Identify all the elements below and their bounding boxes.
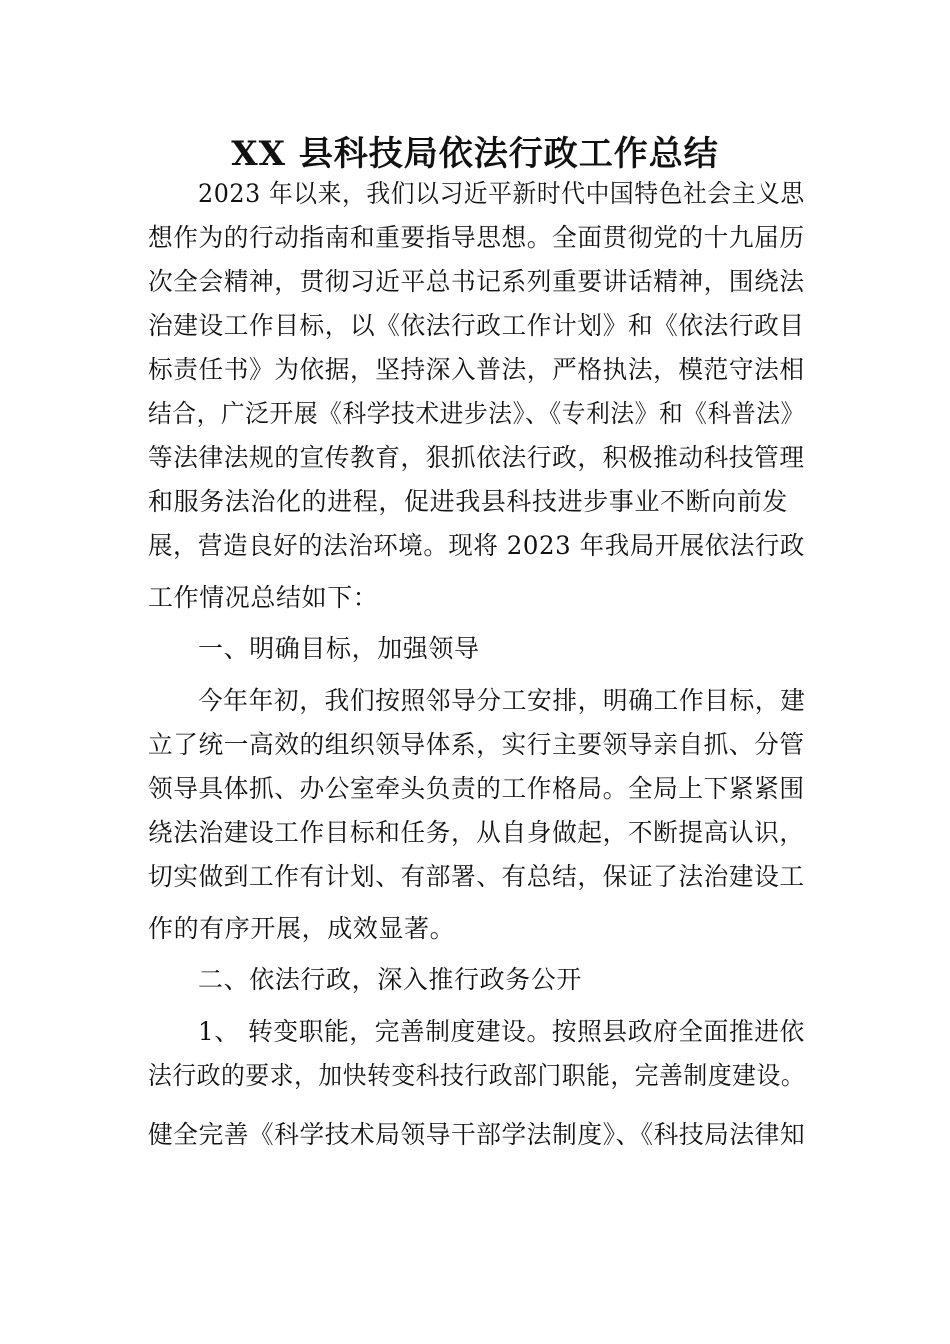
paragraph-2-line-5: 切实做到工作有计划、有部署、有总结，保证了法治建设工 [148, 862, 805, 891]
paragraph-2-line-2: 立了统一高效的组织领导体系，实行主要领导亲自抓、分管 [148, 730, 805, 759]
paragraph-3-line-3: 健全完善《科学技术局领导干部学法制度》、《科技局法律知 [148, 1120, 806, 1149]
section-heading-2: 二、依法行政，深入推行政务公开 [198, 965, 583, 994]
paragraph-2-line-4: 绕法治建设工作目标和任务，从自身做起，不断提高认识， [148, 818, 805, 847]
paragraph-1-line-9: 展，营造良好的法治环境。现将 2023 年我局开展依法行政 [148, 531, 805, 560]
paragraph-1-line-7: 等法律法规的宣传教育，狠抓依法行政，积极推动科技管理 [148, 443, 805, 472]
paragraph-2-line-6: 作的有序开展，成效显著。 [148, 914, 456, 943]
paragraph-1-line-5: 标责任书》为依据，坚持深入普法，严格执法，模范守法相 [148, 355, 805, 384]
paragraph-2-line-1: 今年年初，我们按照邻导分工安排，明确工作目标，建 [198, 686, 806, 715]
paragraph-1-line-2: 想作为的行动指南和重要指导思想。全面贯彻党的十九届历 [148, 223, 805, 252]
paragraph-1-line-1: 2023 年以来，我们以习近平新时代中国特色社会主义思 [198, 179, 805, 208]
document-title: XX 县科技局依法行政工作总结 [231, 134, 719, 174]
paragraph-1-line-4: 治建设工作目标，以《依法行政工作计划》和《依法行政目 [148, 311, 805, 340]
paragraph-1-line-3: 次全会精神，贯彻习近平总书记系列重要讲话精神，围绕法 [148, 267, 805, 296]
paragraph-1-line-8: 和服务法治化的进程，促进我县科技进步事业不断向前发 [148, 487, 789, 516]
paragraph-2-line-3: 领导具体抓、办公室牵头负责的工作格局。全局上下紧紧围 [148, 774, 805, 803]
paragraph-1-line-10: 工作情况总结如下： [148, 583, 379, 612]
section-heading-1: 一、明确目标，加强领导 [198, 634, 480, 663]
paragraph-3-line-2: 法行政的要求，加快转变科技行政部门职能，完善制度建设。 [148, 1061, 806, 1090]
paragraph-1-line-6: 结合，广泛开展《科学技术进步法》、《专利法》和《科普法》 [148, 399, 805, 428]
paragraph-3-line-1: 1、 转变职能，完善制度建设。按照县政府全面推进依 [198, 1017, 805, 1046]
